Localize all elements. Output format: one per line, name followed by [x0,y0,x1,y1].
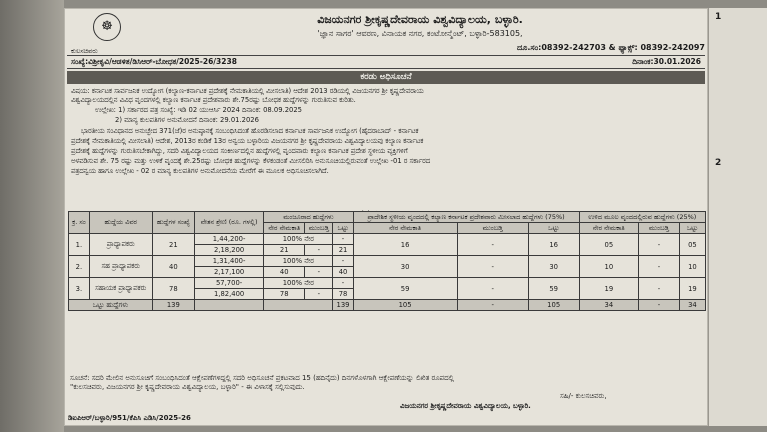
cell-loc-promo: - [457,278,528,300]
cell-rem-total: 05 [679,234,705,256]
header-local: ಪ್ರಾದೇಶಿಕ ಸ್ಥಳೀಯ ವೃಂದದಲ್ಲಿ ಕಲ್ಯಾಣ ಕರ್ನಾಟಕ ಪ್ರದೇಶವಾರು ಮೀಸಲಾದ ಹುದ್ದೆಗಳು (75%) [353,212,579,223]
sub-promo: ಮುಂಬಡ್ತಿ [457,223,528,234]
cell-count: 78 [152,278,194,300]
cell-sanc-total: - [333,256,353,267]
note-line-1: ಸೂಚನೆ: ಸದರಿ ಮೇಲಿನ ಅನುಸೂಚಿಗೆ ಸಂಬಂಧಿಸಿದಂತೆ ಆಕ್ಷೇಪಣೆಗಳಿದ್ದಲ್ಲಿ ಸದರಿ ಅಧಿಸೂಚನೆ ಪ್ರಕಟವಾದ 15 (ಹದಿನೈದು) ದಿನಗಳೊಳಗಾಗಿ ಆಕ್ಷೇಪಣೆಯನ್ನು ಲಿಖಿತ ರೂಪದಲ್ಲಿ [70,374,454,382]
cell-rem-total: 10 [679,256,705,278]
reference-number: ಸಂಖ್ಯೆ:ವಿಶ್ರೀಕೃವಿ/ಆಡಳಿತ/ಡಿಸಿಆರ್-ಬೋಧಕ/2025-26/3238 [71,57,237,66]
cell-sanc-promo: - [305,267,333,278]
left-page-edge [0,0,64,432]
cell-loc-direct: 16 [353,234,457,256]
table-total-row [69,300,706,311]
cell-rem-direct: 19 [579,278,639,300]
cell-sanc-direct: 21 [264,245,305,256]
university-title: ವಿಜಯನಗರ ಶ್ರೀಕೃಷ್ಣದೇವರಾಯ ವಿಶ್ವವಿದ್ಯಾಲಯ, ಬಳ್ಳಾರಿ. [317,13,523,26]
cell-sanc-total: 78 [333,289,353,300]
adjacent-page [708,8,767,426]
cell-rem-promo: - [639,234,680,256]
cell-pay: 1,31,400- [195,256,264,267]
cell-loc-total: 16 [528,234,579,256]
cell-pay: 2,18,200 [195,245,264,256]
cell-sanc-note: 100% ನೇರ [264,234,333,245]
cell-post: ಸಹ ಪ್ರಾಧ್ಯಾಪಕರು [89,256,152,278]
cell-loc-promo: - [457,234,528,256]
total-count: 139 [152,300,194,311]
cell-loc-promo: - [457,256,528,278]
signature: ಸಹಿ/- ಕುಲಸಚಿವರು, [560,392,607,400]
sub-promo: ಮುಂಬಡ್ತಿ [639,223,680,234]
sub-total: ಒಟ್ಟು [528,223,579,234]
table-header-row [69,212,706,223]
cell-sanc-promo: - [305,245,333,256]
paragraph-line-3: ಪ್ರದೇಶಕ್ಕೆ ಹುದ್ದೆಗಳನ್ನು ಗುರುತಿಸಬೇಕಾಗಿದ್ದು, ಸದರಿ ವಿಶ್ವವಿದ್ಯಾಲಯದ ಸಂಕೀರ್ಣದಲ್ಲಿನ ಹುದ್ದೆಗಳಲ್ಲಿ ವೃಂದವಾರು ಕಲ್ಯಾಣ ಕರ್ನಾಟಕ ಪ್ರದೇಶ ಸ್ಥಳೀಯ ವ್ಯಕ್ತಿಗಳಿಗೆ [71,147,408,155]
cell-rem-direct: 05 [579,234,639,256]
paragraph-line-4: ಅಳವಡಿಸುವ ಶೇ. 75 ರಷ್ಟು ಮತ್ತು ಉಳಿಕೆ ವೃಂದಕ್ಕೆ ಶೇ.25ರಷ್ಟು ಬೋಧಕ ಹುದ್ದೆಗಳನ್ನು ಕೆಳಕಂಡಂತೆ ಮೀಸಲಿರಿಸಿ ಅನುಸೂಚಿಯಲ್ಲಿರುವಂತೆ ಉಲ್ಲೇಖ -01 ರ ಸರ್ಕಾರದ [71,157,431,165]
total-sanc: 139 [333,300,353,311]
subject-line: ವಿಷಯ: ಕರ್ನಾಟಕ ಸಾರ್ವಜನಿಕ ಉದ್ಯೋಗ (ಕಲ್ಯಾಣ-ಕರ್ನಾಟಕ ಪ್ರದೇಶಕ್ಕೆ ನೇಮಕಾತಿಯಲ್ಲಿ ಮೀಸಲಾತಿ) ಆದೇಶ 2013 ರಡಿಯಲ್ಲಿ ವಿಜಯನಗರ ಶ್ರೀ ಕೃಷ್ಣದೇವರಾಯ [71,87,424,95]
sub-total: ಒಟ್ಟು [679,223,705,234]
registrar-label: ಕುಲಸಚಿವರು [71,47,98,55]
cell-loc-total: 59 [528,278,579,300]
sub-total: ಒಟ್ಟು [333,223,353,234]
reference-2: 2) ಮಾನ್ಯ ಕುಲಪತಿಗಳ ಅನುಮೋದನೆ ದಿನಾಂಕ: 29.01.2026 [115,116,259,124]
reference-1: ಉಲ್ಲೇಖ: 1) ಸರ್ಕಾರದ ಪತ್ರ ಸಂಖ್ಯೆ: ಇಡಿ 02 ಯುಆರ್ಸಿ 2024 ದಿನಾಂಕ: 08.09.2025 [95,106,302,114]
cell-pay: 57,700- [195,278,264,289]
total-label: ಒಟ್ಟು ಹುದ್ದೆಗಳು [69,300,153,311]
cell-sanc-direct: 40 [264,267,305,278]
total-rem-direct: 34 [579,300,639,311]
cell-pay: 1,44,200- [195,234,264,245]
cell-loc-direct: 30 [353,256,457,278]
signature-org: ವಿಜಯನಗರ ಶ್ರೀಕೃಷ್ಣದೇವರಾಯ ವಿಶ್ವವಿದ್ಯಾಲಯ, ಬಳ್ಳಾರಿ. [400,402,531,410]
cell-rem-promo: - [639,256,680,278]
total-rem-promo: - [639,300,680,311]
total-loc-total: 105 [528,300,579,311]
adjacent-number-2: 2 [715,158,722,168]
note-line-2: "ಕುಲಸಚಿವರು, ವಿಜಯನಗರ ಶ್ರೀ ಕೃಷ್ಣದೇವರಾಯ ವಿಶ್ವವಿದ್ಯಾಲಯ, ಬಳ್ಳಾರಿ" - ಈ ವಿಳಾಸಕ್ಕೆ ಸಲ್ಲಿಸುವುದು. [70,383,305,391]
cell-rem-promo: - [639,278,680,300]
cell-sl: 2. [69,256,90,278]
header-count: ಹುದ್ದೆಗಳ ಸಂಖ್ಯೆ [152,212,194,234]
total-rem-total: 34 [679,300,705,311]
cell-sanc-total: - [333,278,353,289]
university-address: 'ಜ್ಞಾನ ಸಾಗರ' ಆವರಣ, ವಿನಾಯಕ ನಗರ, ಕಂಟೋನ್ಮೆಂಟ್, ಬಳ್ಳಾರಿ-583105, [317,29,523,38]
sub-direct: ನೇರ ನೇಮಕಾತಿ [579,223,639,234]
table-row [69,234,706,245]
total-pay [195,300,264,311]
cell-count: 40 [152,256,194,278]
university-phone: ದೂ.ಸಂ:08392-242703 & ಫ್ಯಾಕ್ಸ್: 08392-242097 [517,43,705,52]
total-loc-direct: 105 [353,300,457,311]
cell-pay: 1,82,400 [195,289,264,300]
schedule-label: ಅನುಸೂಚಿ [355,209,378,217]
table-row [69,256,706,267]
cell-count: 21 [152,234,194,256]
cell-post: ಪ್ರಾಧ್ಯಾಪಕರು [89,234,152,256]
cell-pay: 2,17,100 [195,267,264,278]
header-pay: ವೇತನ ಶ್ರೇಣಿ (ರೂ. ಗಳಲ್ಲಿ) [195,212,264,234]
cell-sanc-promo: - [305,289,333,300]
subject-line-2: ವಿಶ್ವವಿದ್ಯಾಲಯದಲ್ಲಿನ ವಿವಿಧ ವೃಂದಗಳಲ್ಲಿ ಕಲ್ಯಾಣ ಕರ್ನಾಟಕ ಪ್ರದೇಶವಾರು ಶೇ.75ರಷ್ಟು ಬೋಧಕ ಹುದ್ದೆಗಳನ್ನು ಗುರುತಿಸುವ ಕುರಿತು. [71,96,356,104]
table-row [69,278,706,289]
cell-sanc-total: 40 [333,267,353,278]
dipr-code: ಡಿಐಪಿಆರ್/ಬಳ್ಳಾರಿ/951/ಕೆಪಿಸಿ ಎಡಿಸಿ/2025-26 [68,414,191,422]
cell-post: ಸಹಾಯಕ ಪ್ರಾಧ್ಯಾಪಕರು [89,278,152,300]
paragraph-line-1: ಭಾರತೀಯ ಸಂವಿಧಾನದ ಅನುಚ್ಛೇದ 371(ಜೆ)ರ ಅನುಷ್ಠಾನಕ್ಕೆ ಸಂಬಂಧಿಸಿದಂತೆ ಹೊರಡಿಸಲಾದ ಕರ್ನಾಟಕ ಸಾರ್ವಜನಿಕ ಉದ್ಯೋಗ (ಹೈದರಾಬಾದ್ - ಕರ್ನಾಟಕ [81,127,419,135]
cell-loc-total: 30 [528,256,579,278]
total-loc-promo: - [457,300,528,311]
header-sl: ಕ್ರ. ಸಂ [69,212,90,234]
university-emblem-icon: ☸ [93,13,121,41]
header-post: ಹುದ್ದೆಯ ವಿವರ [89,212,152,234]
cell-sl: 3. [69,278,90,300]
reference-date: ದಿನಾಂಕ:30.01.2026 [632,57,701,66]
sub-direct: ನೇರ ನೇಮಕಾತಿ [264,223,305,234]
cell-sanc-note: 100% ನೇರ [264,256,333,267]
adjacent-number-1: 1 [715,12,722,22]
cell-sanc-note: 100% ನೇರ [264,278,333,289]
header-remaining: ಉಳಿದ ಮೂಲ ವೃಂದದಲ್ಲಿರುವ ಹುದ್ದೆಗಳು (25%) [579,212,705,223]
cell-sanc-total: - [333,234,353,245]
paragraph-line-5: ಪತ್ರದನ್ವಯ ಹಾಗೂ ಉಲ್ಲೇಖ - 02 ರ ಮಾನ್ಯ ಕುಲಪತಿಗಳ ಅನುಮೋದನೆಯ ಮೇರೆಗೆ ಈ ಮೂಲಕ ಅಧಿಸೂಚಿಸಲಾಗಿದೆ. [71,167,329,175]
paragraph-line-2: ಪ್ರದೇಶಕ್ಕೆ ನೇಮಕಾತಿಯಲ್ಲಿ ಮೀಸಲಾತಿ) ಆದೇಶ, 2013ರ ಕಂಡಿಕೆ 13ರ ಅನ್ವಯ ಬಳ್ಳಾರಿಯ ವಿಜಯನಗರ ಶ್ರೀ ಕೃಷ್ಣದೇವರಾಯ ವಿಶ್ವವಿದ್ಯಾಲಯವು ಕಲ್ಯಾಣ ಕರ್ನಾಟಕ [71,137,424,145]
sub-promo: ಮುಂಬಡ್ತಿ [305,223,333,234]
notification-title: ಕರಡು ಅಧಿಸೂಚನೆ [67,71,705,84]
cell-loc-direct: 59 [353,278,457,300]
cell-sl: 1. [69,234,90,256]
cell-rem-direct: 10 [579,256,639,278]
header-sanctioned: ಮಂಜೂರಾದ ಹುದ್ದೆಗಳು [264,212,353,223]
cell-sanc-total: 21 [333,245,353,256]
cell-rem-total: 19 [679,278,705,300]
cell-sanc-direct: 78 [264,289,305,300]
sub-direct: ನೇರ ನೇಮಕಾತಿ [353,223,457,234]
reference-bar [67,55,705,69]
schedule-table [68,211,706,311]
total-sanc-blank [264,300,333,311]
